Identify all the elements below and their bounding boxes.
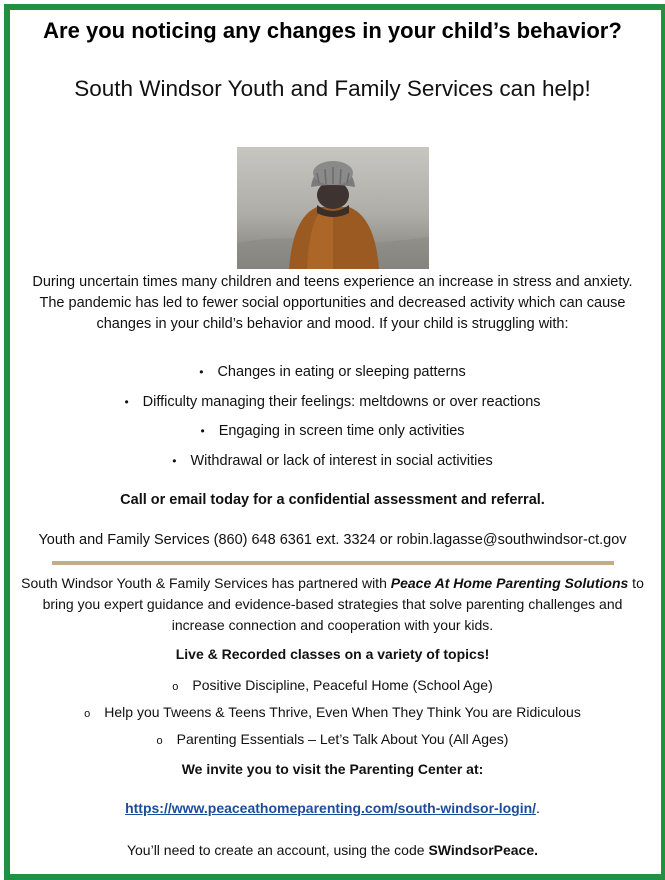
partner-text: to [628,575,644,591]
link-line [0,800,665,816]
parenting-center-link[interactable]: https://www.peaceathomeparenting.com/south-windsor-login/ [125,800,537,816]
intro-line: changes in your child’s behavior and mood. If your child is struggling with: [96,316,569,332]
partner-text: South Windsor Youth & Family Services has partnered with [21,575,391,591]
list-item-text: Withdrawal or lack of interest in social activities [190,453,493,470]
section-divider [52,561,614,565]
list-item [0,420,665,450]
circle-bullet-icon: o [156,735,163,747]
child-in-hat-image [237,147,429,269]
call-to-action: Call or email today for a confidential assessment and referral. [120,492,545,508]
link-period: . [536,800,540,816]
partner-line [0,573,665,594]
contact-info: Youth and Family Services (860) 648 6361 ext. 3324 or robin.lagasse@southwindsor-ct.gov [38,532,627,548]
list-item-text: Parenting Essentials – Let’s Talk About You (All Ages) [176,731,509,747]
list-item-text: Difficulty managing their feelings: meltdowns or over reactions [142,393,541,410]
circle-bullet-icon: o [84,708,91,720]
intro-paragraph [0,272,665,335]
list-item [0,391,665,421]
account-text: You’ll need to create an account, using the code [126,842,429,858]
classes-list [0,675,665,756]
list-item [0,450,665,480]
classes-heading: Live & Recorded classes on a variety of topics! [175,646,490,662]
list-item-text: Changes in eating or sleeping patterns [217,364,466,380]
bullet-icon: • [124,394,129,409]
access-code: SWindsorPeace. [428,842,539,858]
subheadline: South Windsor Youth and Family Services can help! [74,76,591,101]
list-item-text: Positive Discipline, Peaceful Home (School Age) [192,677,493,693]
invite-text: We invite you to visit the Parenting Center at: [181,761,484,777]
bullet-icon: • [172,454,177,469]
partner-name: Peace At Home Parenting Solutions [390,575,629,591]
bullet-icon: • [199,365,204,379]
list-item [0,675,665,702]
account-instructions [0,842,665,858]
child-photo [237,147,429,269]
list-item [0,729,665,756]
partner-line: increase connection and cooperation with your kids. [171,617,494,633]
headline: Are you noticing any changes in your child’s behavior? [43,18,622,43]
list-item [0,361,665,391]
list-item [0,702,665,729]
list-item-text: Engaging in screen time only activities [218,423,465,440]
partner-line: bring you expert guidance and evidence-based strategies that solve parenting challenges and [42,596,623,612]
bullet-icon: • [200,424,205,439]
symptom-list [0,361,665,480]
partner-paragraph [0,573,665,636]
circle-bullet-icon: o [172,681,179,693]
list-item-text: Help you Tweens & Teens Thrive, Even When They Think You are Ridiculous [104,704,581,720]
intro-line: The pandemic has led to fewer social opportunities and decreased activity which can cause [39,295,626,311]
intro-line: During uncertain times many children and teens experience an increase in stress and anxiety. [32,274,633,290]
